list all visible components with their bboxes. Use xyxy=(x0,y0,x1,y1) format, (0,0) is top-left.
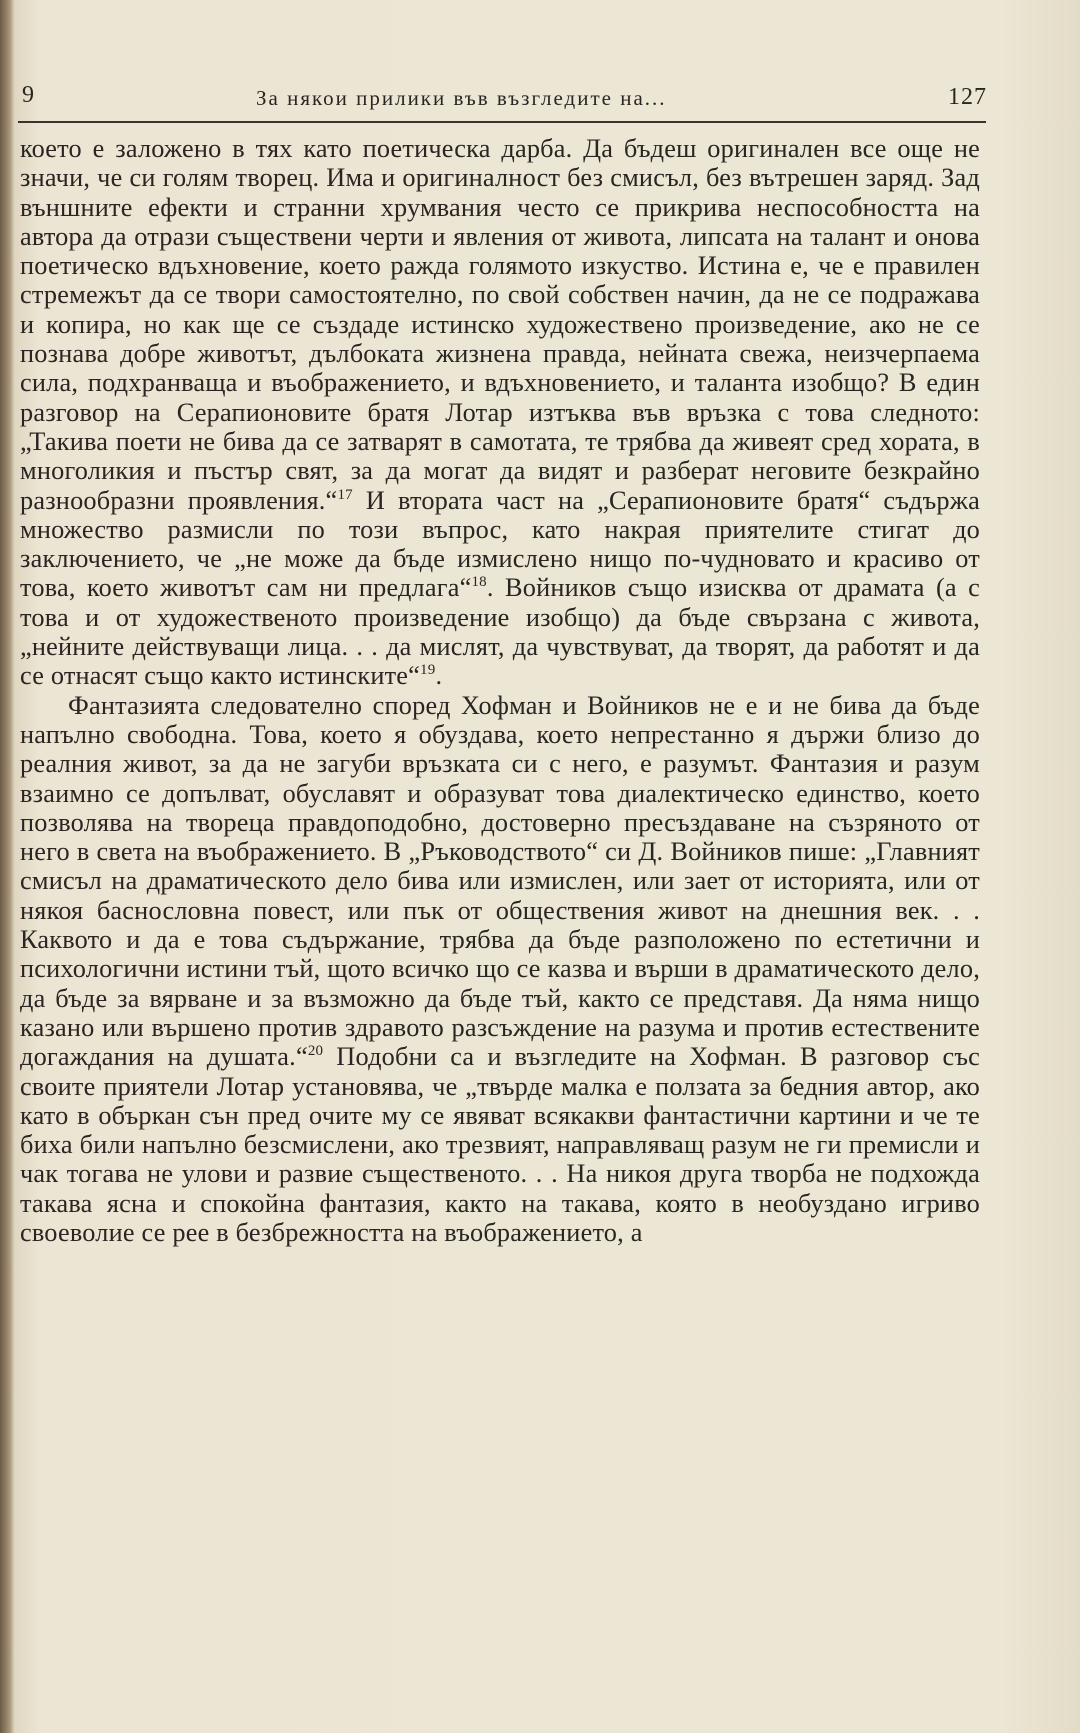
text-run: което е заложено в тях като поетическа дарба. Да бъдеш оригинален все още не значи, че си голям творец. Има и оригиналност без смисъл, без вътрешен заряд. Зад външните ефекти и странни хрумвания често се прикрива неспособността на автора да отрази съществени черти и явления от живота, липсата на талант и онова поетическо вдъхновение, което ражда голямото изкуство. Истина е, че е правилен стремежът да се твори самостоятелно, по свой собствен начин, да не се подражава и копира, но как ще се създаде истинско художествено произведение, ако не се познава добре животът, дълбоката жизнена правда, нейната свежа, неизчерпаема сила, подхранваща и въображението, и вдъхновението, и таланта изобщо? В един разговор на Серапионовите братя Лотар изтъква във връзка с това следното: „Такива поети не бива да се затварят в самотата, те трябва да живеят сред хората, в многоликия и пъстър свят, за да могат да видят и разберат неговите безкрайно разнообразни проявления.“ xyxy=(20,134,980,515)
book-spine-shadow xyxy=(0,0,14,1733)
text-run: Фантазията следователно според Хофман и Войников не е и не бива да бъде напълно свободна. Това, което я обуздава, което непрестанно я държи близо до реалния живот, за да не загуби връзката си с него, е разумът. Фантазия и разум взаимно се допълват, обуславят и образуват това диалектическо единство, което позволява на твореца правдоподобно, достоверно пресъздаване на съзряното от него в света на въображението. В „Ръководството“ си Д. Войников пише: „Главният смисъл на драматическото дело бива или измислен, или зает от историята, или от някоя баснословна повест, или пък от обществения живот на днешния век. . . Каквото и да е това съдържание, трябва да бъде разположено по естетични и психологични истини тъй, щото всичко що се казва и върши в драматическото дело, да бъде за вярване и за възможно да бъде тъй, както се представя. Да няма нищо казано или вършено против здравото разсъждение на разума и против естествените догаждания на душата.“ xyxy=(20,690,980,1072)
footnote-ref: 19 xyxy=(420,662,436,679)
left-page-number: 9 xyxy=(22,82,35,108)
footnote-ref: 18 xyxy=(471,574,487,591)
footnote-ref: 17 xyxy=(337,486,353,503)
paragraph xyxy=(20,134,980,691)
text-run: . xyxy=(435,661,443,691)
page-number: 127 xyxy=(948,84,987,110)
running-title: За някои прилики във възгледите на... xyxy=(256,86,667,110)
text-run: И втората част на „Серапионовите братя“ съдържа множество размисли по този въпрос, като накрая приятелите стигат до заключението, че „не може да бъде измислено нищо по-чудновато и красиво от това, което животът сам ни предлага“ xyxy=(20,485,980,603)
footnote-ref: 20 xyxy=(307,1043,324,1060)
running-header xyxy=(18,82,987,122)
body-text xyxy=(20,134,980,1247)
text-run: . Войников също изисква от драмата (а с това и от художественото произведение изобщо) да бъде свързана с живота, „нейните действуващи лица. . . да мислят, да чувствуват, да творят, да работят и да се отнасят също както истинските“ xyxy=(20,573,980,691)
text-run: Подобни са и възгледите на Хофман. В разговор със своите приятели Лотар установява, че „твърде малка е ползата за бедния автор, ако като в объркан сън пред очите му се явяват всякакви фантастични картини и че те биха били напълно безсмислени, ако трезвият, направляващ разум не ги премисли и чак тогава не улови и развие същественото. . . На никоя друга творба не подхожда такава ясна и спокойна фантазия, както на такава, която в необуздано игриво своеволие се рее в безбрежността на въображението, а xyxy=(20,1042,980,1247)
header-rule xyxy=(18,121,986,123)
paragraph xyxy=(20,691,980,1248)
